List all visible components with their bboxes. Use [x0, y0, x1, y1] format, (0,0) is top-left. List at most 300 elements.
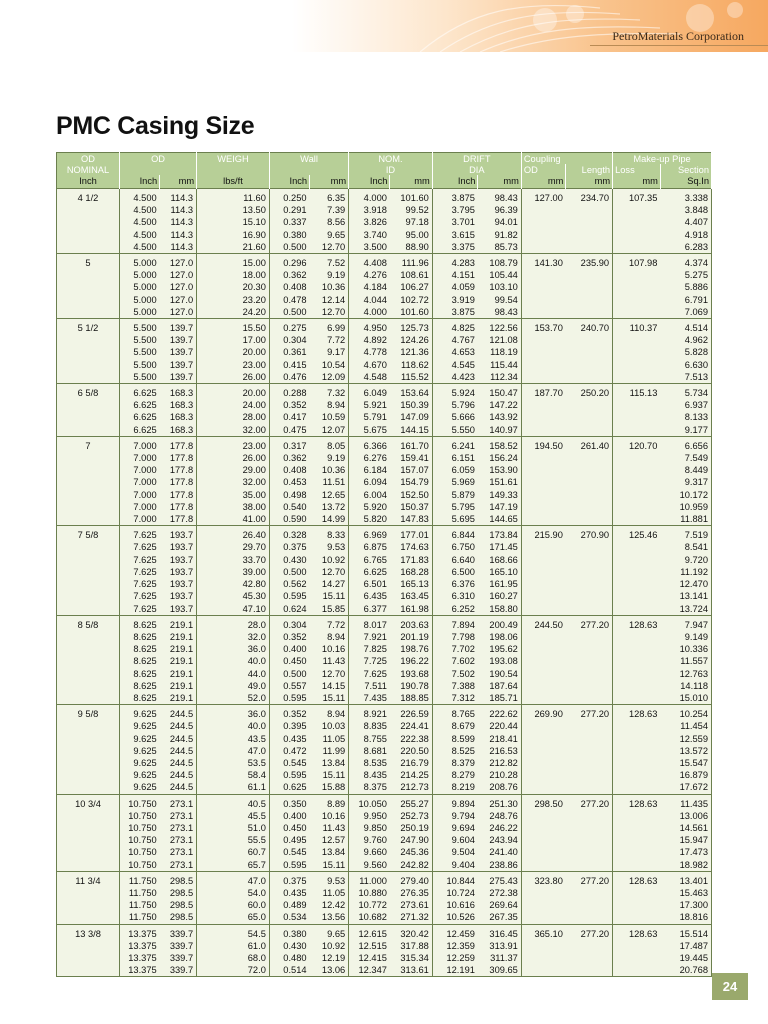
table-row [57, 513, 712, 526]
table-row [57, 269, 712, 281]
drift-mm-cell: 267.35 [478, 911, 521, 924]
table-row [57, 359, 712, 371]
table-row [57, 733, 712, 745]
makeup-loss-cell [613, 578, 661, 590]
coupling-od-cell: 141.30 [521, 254, 566, 270]
od-nominal-cell [57, 745, 120, 757]
section-area-cell: 6.630 [660, 359, 711, 371]
od-nominal-cell: 10 3/4 [57, 794, 120, 810]
drift-inch-cell: 7.894 [432, 615, 478, 631]
id-inch-cell: 4.184 [349, 281, 390, 293]
wall-inch-cell: 0.595 [269, 859, 309, 872]
id-inch-cell: 4.044 [349, 294, 390, 306]
weight-cell: 20.30 [197, 281, 270, 293]
coupling-od-cell [521, 216, 566, 228]
coupling-od-cell [521, 692, 566, 705]
unit-label: mm [390, 175, 432, 189]
coupling-od-cell: 365.10 [521, 924, 566, 940]
od-inch-cell: 11.750 [119, 887, 159, 899]
coupling-od-cell [521, 940, 566, 952]
coupling-length-cell [566, 692, 613, 705]
drift-mm-cell: 98.43 [478, 189, 521, 205]
coupling-od-cell [521, 590, 566, 602]
od-mm-cell: 177.8 [160, 513, 197, 526]
wall-mm-cell: 12.70 [310, 668, 349, 680]
od-nominal-cell [57, 590, 120, 602]
unit-label: mm [613, 175, 661, 189]
coupling-od-cell [521, 294, 566, 306]
od-inch-cell: 7.000 [119, 476, 159, 488]
id-mm-cell: 150.37 [390, 501, 432, 513]
table-row [57, 489, 712, 501]
od-nominal-cell [57, 952, 120, 964]
id-inch-cell: 9.560 [349, 859, 390, 872]
weight-cell: 16.90 [197, 229, 270, 241]
drift-mm-cell: 143.92 [478, 411, 521, 423]
header-makeup-pipe: Make-up Pipe [613, 153, 712, 165]
wall-mm-cell: 13.84 [310, 757, 349, 769]
id-mm-cell: 124.26 [390, 334, 432, 346]
makeup-loss-cell [613, 940, 661, 952]
coupling-od-cell [521, 668, 566, 680]
wall-inch-cell: 0.430 [269, 940, 309, 952]
drift-mm-cell: 112.34 [478, 371, 521, 384]
od-nominal-cell [57, 859, 120, 872]
od-mm-cell: 177.8 [160, 464, 197, 476]
drift-inch-cell: 5.924 [432, 384, 478, 400]
weight-cell: 42.80 [197, 578, 270, 590]
od-nominal-cell [57, 911, 120, 924]
od-nominal-cell [57, 680, 120, 692]
id-inch-cell: 6.625 [349, 566, 390, 578]
id-mm-cell: 163.45 [390, 590, 432, 602]
od-inch-cell: 6.625 [119, 399, 159, 411]
drift-mm-cell: 311.37 [478, 952, 521, 964]
drift-mm-cell: 118.19 [478, 346, 521, 358]
wall-mm-cell: 11.43 [310, 655, 349, 667]
od-mm-cell: 219.1 [160, 668, 197, 680]
drift-inch-cell: 9.604 [432, 834, 478, 846]
coupling-od-cell [521, 241, 566, 254]
coupling-od-cell: 127.00 [521, 189, 566, 205]
table-row [57, 384, 712, 400]
makeup-loss-cell [613, 294, 661, 306]
id-inch-cell: 10.880 [349, 887, 390, 899]
od-inch-cell: 7.625 [119, 554, 159, 566]
section-area-cell: 12.470 [660, 578, 711, 590]
od-nominal-cell: 5 1/2 [57, 319, 120, 335]
wall-inch-cell: 0.408 [269, 464, 309, 476]
wall-inch-cell: 0.317 [269, 436, 309, 452]
od-mm-cell: 244.5 [160, 769, 197, 781]
wall-inch-cell: 0.408 [269, 281, 309, 293]
od-inch-cell: 7.625 [119, 526, 159, 542]
makeup-loss-cell [613, 513, 661, 526]
wall-mm-cell: 10.92 [310, 554, 349, 566]
weight-cell: 29.70 [197, 541, 270, 553]
header-wall: Wall [269, 153, 348, 165]
drift-inch-cell: 3.701 [432, 216, 478, 228]
table-row [57, 680, 712, 692]
drift-inch-cell: 9.504 [432, 846, 478, 858]
weight-cell: 65.0 [197, 911, 270, 924]
drift-mm-cell: 190.54 [478, 668, 521, 680]
wall-inch-cell: 0.415 [269, 359, 309, 371]
od-mm-cell: 114.3 [160, 241, 197, 254]
id-inch-cell: 6.366 [349, 436, 390, 452]
makeup-loss-cell: 128.63 [613, 615, 661, 631]
od-nominal-cell: 5 [57, 254, 120, 270]
od-mm-cell: 193.7 [160, 526, 197, 542]
wall-mm-cell: 12.70 [310, 241, 349, 254]
wall-mm-cell: 15.11 [310, 859, 349, 872]
drift-mm-cell: 103.10 [478, 281, 521, 293]
od-nominal-cell [57, 578, 120, 590]
id-mm-cell: 152.50 [390, 489, 432, 501]
coupling-length-cell [566, 501, 613, 513]
id-mm-cell: 168.28 [390, 566, 432, 578]
id-inch-cell: 4.670 [349, 359, 390, 371]
section-area-cell: 15.010 [660, 692, 711, 705]
page-header [0, 0, 768, 52]
section-area-cell: 5.275 [660, 269, 711, 281]
weight-cell: 72.0 [197, 964, 270, 977]
table-row [57, 216, 712, 228]
id-inch-cell: 8.435 [349, 769, 390, 781]
wall-inch-cell: 0.417 [269, 411, 309, 423]
coupling-od-cell [521, 781, 566, 794]
makeup-loss-cell [613, 241, 661, 254]
coupling-od-cell [521, 745, 566, 757]
od-inch-cell: 8.625 [119, 655, 159, 667]
weight-cell: 26.40 [197, 526, 270, 542]
od-nominal-cell [57, 655, 120, 667]
id-inch-cell: 7.825 [349, 643, 390, 655]
od-inch-cell: 9.625 [119, 705, 159, 721]
od-inch-cell: 11.750 [119, 911, 159, 924]
coupling-od-cell [521, 859, 566, 872]
id-mm-cell: 150.39 [390, 399, 432, 411]
makeup-loss-cell [613, 769, 661, 781]
od-inch-cell: 11.750 [119, 871, 159, 887]
section-area-cell: 8.541 [660, 541, 711, 553]
table-row [57, 834, 712, 846]
section-area-cell: 4.374 [660, 254, 711, 270]
weight-cell: 68.0 [197, 952, 270, 964]
wall-mm-cell: 9.19 [310, 452, 349, 464]
coupling-od-cell [521, 476, 566, 488]
id-inch-cell: 6.875 [349, 541, 390, 553]
od-nominal-cell [57, 359, 120, 371]
coupling-length-cell [566, 489, 613, 501]
id-mm-cell: 226.59 [390, 705, 432, 721]
section-area-cell: 13.572 [660, 745, 711, 757]
unit-label: mm [566, 175, 613, 189]
wall-mm-cell: 12.07 [310, 424, 349, 437]
table-row [57, 554, 712, 566]
wall-inch-cell: 0.624 [269, 603, 309, 616]
drift-inch-cell: 7.602 [432, 655, 478, 667]
od-inch-cell: 7.000 [119, 452, 159, 464]
weight-cell: 32.0 [197, 631, 270, 643]
table-row [57, 859, 712, 872]
id-mm-cell: 201.19 [390, 631, 432, 643]
coupling-od-cell [521, 554, 566, 566]
wall-mm-cell: 7.52 [310, 254, 349, 270]
coupling-length-cell [566, 745, 613, 757]
drift-mm-cell: 187.64 [478, 680, 521, 692]
wall-mm-cell: 8.89 [310, 794, 349, 810]
coupling-od-cell [521, 911, 566, 924]
table-header [57, 153, 712, 189]
drift-inch-cell: 4.283 [432, 254, 478, 270]
makeup-loss-cell [613, 346, 661, 358]
coupling-od-cell: 215.90 [521, 526, 566, 542]
drift-inch-cell: 8.219 [432, 781, 478, 794]
coupling-length-cell [566, 566, 613, 578]
id-inch-cell: 6.184 [349, 464, 390, 476]
od-mm-cell: 177.8 [160, 436, 197, 452]
header-coupling: Coupling [521, 153, 612, 165]
drift-mm-cell: 246.22 [478, 822, 521, 834]
table-row [57, 436, 712, 452]
table-row [57, 241, 712, 254]
id-mm-cell: 255.27 [390, 794, 432, 810]
wall-inch-cell: 0.450 [269, 655, 309, 667]
od-inch-cell: 9.625 [119, 757, 159, 769]
section-area-cell: 17.300 [660, 899, 711, 911]
coupling-od-cell [521, 513, 566, 526]
table-row [57, 940, 712, 952]
id-inch-cell: 8.835 [349, 720, 390, 732]
id-mm-cell: 276.35 [390, 887, 432, 899]
section-area-cell: 11.192 [660, 566, 711, 578]
weight-cell: 45.5 [197, 810, 270, 822]
drift-inch-cell: 6.750 [432, 541, 478, 553]
id-mm-cell: 97.18 [390, 216, 432, 228]
weight-cell: 39.00 [197, 566, 270, 578]
od-nominal-cell [57, 424, 120, 437]
weight-cell: 55.5 [197, 834, 270, 846]
od-inch-cell: 13.375 [119, 940, 159, 952]
id-mm-cell: 111.96 [390, 254, 432, 270]
makeup-loss-cell [613, 631, 661, 643]
coupling-length-cell [566, 294, 613, 306]
drift-mm-cell: 210.28 [478, 769, 521, 781]
od-nominal-cell: 8 5/8 [57, 615, 120, 631]
id-inch-cell: 8.755 [349, 733, 390, 745]
makeup-loss-cell [613, 399, 661, 411]
id-mm-cell: 101.60 [390, 306, 432, 319]
makeup-loss-cell [613, 692, 661, 705]
od-nominal-cell [57, 554, 120, 566]
od-nominal-cell [57, 452, 120, 464]
od-mm-cell: 139.7 [160, 371, 197, 384]
od-inch-cell: 7.625 [119, 578, 159, 590]
coupling-od-cell [521, 655, 566, 667]
od-mm-cell: 177.8 [160, 501, 197, 513]
section-area-cell: 13.401 [660, 871, 711, 887]
drift-mm-cell: 272.38 [478, 887, 521, 899]
section-area-cell: 7.947 [660, 615, 711, 631]
makeup-loss-cell: 115.13 [613, 384, 661, 400]
coupling-length-cell [566, 513, 613, 526]
od-mm-cell: 298.5 [160, 887, 197, 899]
od-nominal-cell [57, 810, 120, 822]
weight-cell: 24.20 [197, 306, 270, 319]
section-area-cell: 7.513 [660, 371, 711, 384]
od-inch-cell: 7.625 [119, 590, 159, 602]
section-area-cell: 15.514 [660, 924, 711, 940]
od-nominal-cell: 9 5/8 [57, 705, 120, 721]
od-nominal-cell [57, 464, 120, 476]
coupling-od-cell [521, 229, 566, 241]
id-inch-cell: 9.950 [349, 810, 390, 822]
coupling-length-cell: 235.90 [566, 254, 613, 270]
coupling-length-cell: 240.70 [566, 319, 613, 335]
od-nominal-cell [57, 334, 120, 346]
od-inch-cell: 13.375 [119, 924, 159, 940]
od-nominal-cell [57, 643, 120, 655]
coupling-od-cell [521, 952, 566, 964]
weight-cell: 47.0 [197, 745, 270, 757]
od-inch-cell: 5.500 [119, 346, 159, 358]
weight-cell: 47.0 [197, 871, 270, 887]
id-mm-cell: 147.09 [390, 411, 432, 423]
drift-mm-cell: 147.22 [478, 399, 521, 411]
coupling-od-cell [521, 769, 566, 781]
drift-inch-cell: 4.545 [432, 359, 478, 371]
drift-mm-cell: 171.45 [478, 541, 521, 553]
drift-inch-cell: 4.059 [432, 281, 478, 293]
od-inch-cell: 7.625 [119, 603, 159, 616]
makeup-loss-cell [613, 952, 661, 964]
makeup-loss-cell [613, 281, 661, 293]
id-mm-cell: 203.63 [390, 615, 432, 631]
coupling-length-cell [566, 668, 613, 680]
wall-mm-cell: 12.57 [310, 834, 349, 846]
drift-inch-cell: 12.191 [432, 964, 478, 977]
od-inch-cell: 10.750 [119, 822, 159, 834]
drift-mm-cell: 269.64 [478, 899, 521, 911]
id-inch-cell: 7.921 [349, 631, 390, 643]
weight-cell: 47.10 [197, 603, 270, 616]
makeup-loss-cell [613, 590, 661, 602]
id-inch-cell: 9.760 [349, 834, 390, 846]
drift-inch-cell: 10.616 [432, 899, 478, 911]
makeup-loss-cell: 128.63 [613, 924, 661, 940]
od-inch-cell: 13.375 [119, 964, 159, 977]
id-mm-cell: 125.73 [390, 319, 432, 335]
od-mm-cell: 273.1 [160, 794, 197, 810]
od-inch-cell: 5.500 [119, 319, 159, 335]
drift-mm-cell: 158.80 [478, 603, 521, 616]
id-mm-cell: 279.40 [390, 871, 432, 887]
id-mm-cell: 157.07 [390, 464, 432, 476]
section-area-cell: 19.445 [660, 952, 711, 964]
makeup-loss-cell [613, 745, 661, 757]
id-inch-cell: 4.276 [349, 269, 390, 281]
drift-mm-cell: 200.49 [478, 615, 521, 631]
coupling-length-cell [566, 464, 613, 476]
table-row [57, 603, 712, 616]
od-inch-cell: 7.000 [119, 501, 159, 513]
id-mm-cell: 108.61 [390, 269, 432, 281]
od-nominal-cell [57, 241, 120, 254]
od-mm-cell: 244.5 [160, 757, 197, 769]
drift-mm-cell: 243.94 [478, 834, 521, 846]
od-nominal-cell [57, 346, 120, 358]
coupling-od-cell [521, 281, 566, 293]
section-area-cell: 5.828 [660, 346, 711, 358]
od-inch-cell: 6.625 [119, 424, 159, 437]
table-row [57, 720, 712, 732]
coupling-length-cell [566, 810, 613, 822]
wall-mm-cell: 11.43 [310, 822, 349, 834]
header-weigh: WEIGH [197, 153, 270, 165]
weight-cell: 33.70 [197, 554, 270, 566]
wall-inch-cell: 0.352 [269, 399, 309, 411]
id-inch-cell: 5.920 [349, 501, 390, 513]
section-area-cell: 8.449 [660, 464, 711, 476]
id-inch-cell: 3.740 [349, 229, 390, 241]
table-row [57, 769, 712, 781]
drift-mm-cell: 195.62 [478, 643, 521, 655]
section-area-cell: 10.959 [660, 501, 711, 513]
weight-cell: 23.20 [197, 294, 270, 306]
weight-cell: 40.5 [197, 794, 270, 810]
unit-label: lbs/ft [197, 175, 270, 189]
od-inch-cell: 9.625 [119, 769, 159, 781]
makeup-loss-cell [613, 229, 661, 241]
od-inch-cell: 9.625 [119, 781, 159, 794]
id-inch-cell: 8.017 [349, 615, 390, 631]
weight-cell: 15.10 [197, 216, 270, 228]
header-nom: NOM. [349, 153, 433, 165]
section-area-cell: 6.937 [660, 399, 711, 411]
wall-inch-cell: 0.352 [269, 705, 309, 721]
weight-cell: 15.50 [197, 319, 270, 335]
wall-inch-cell: 0.514 [269, 964, 309, 977]
wall-mm-cell: 12.65 [310, 489, 349, 501]
section-area-cell: 14.118 [660, 680, 711, 692]
table-row [57, 757, 712, 769]
table-row [57, 781, 712, 794]
od-nominal-cell: 13 3/8 [57, 924, 120, 940]
coupling-length-cell: 277.20 [566, 794, 613, 810]
section-area-cell: 7.519 [660, 526, 711, 542]
od-mm-cell: 193.7 [160, 578, 197, 590]
table-row [57, 846, 712, 858]
coupling-length-cell: 277.20 [566, 924, 613, 940]
table-row [57, 541, 712, 553]
od-nominal-cell [57, 501, 120, 513]
od-inch-cell: 7.000 [119, 513, 159, 526]
id-mm-cell: 99.52 [390, 204, 432, 216]
wall-inch-cell: 0.495 [269, 834, 309, 846]
section-area-cell: 18.816 [660, 911, 711, 924]
od-nominal-cell [57, 822, 120, 834]
drift-mm-cell: 108.79 [478, 254, 521, 270]
od-nominal-cell [57, 887, 120, 899]
wall-mm-cell: 10.36 [310, 281, 349, 293]
coupling-length-cell [566, 631, 613, 643]
drift-mm-cell: 208.76 [478, 781, 521, 794]
drift-mm-cell: 156.24 [478, 452, 521, 464]
id-inch-cell: 12.347 [349, 964, 390, 977]
id-inch-cell: 11.000 [349, 871, 390, 887]
units-row [57, 175, 712, 189]
